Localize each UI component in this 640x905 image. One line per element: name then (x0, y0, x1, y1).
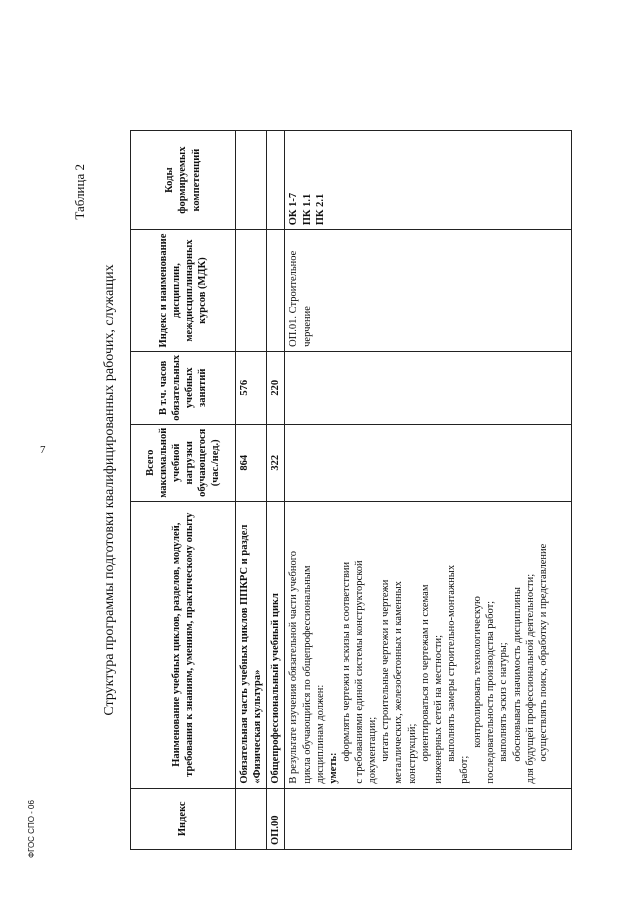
row1-codes (236, 131, 267, 230)
row2-incl: 220 (267, 351, 285, 424)
requirement-line: последовательность производства работ; (485, 600, 497, 784)
header-discipline: Индекс и наименование дисциплин, междисциплинарных курсов (МДК) (131, 230, 236, 352)
requirement-line: с требованиями единой системы конструкторской (354, 560, 365, 784)
row1-total: 864 (236, 424, 267, 501)
row3-total (285, 424, 572, 501)
requirement-line: В результате изучения обязательной части учебного (288, 550, 300, 784)
rotated-page-content (72, 130, 577, 850)
row3-requirements (285, 501, 572, 788)
footer-code: ФГОС СПО - 06 (27, 800, 36, 858)
row3-incl (285, 351, 572, 424)
requirement-line: обосновывать значимость дисциплины (511, 587, 523, 762)
competence-code: ПК 1.1 (301, 193, 313, 226)
row2-discipline (267, 230, 285, 352)
requirement-line: осуществлять поиск, обработку и представление (537, 543, 549, 762)
requirement-line: выполнять эскиз с натуры; (498, 642, 510, 762)
table-header-row (131, 131, 236, 850)
requirement-line: контролировать технологическую (472, 596, 484, 748)
row3-codes (285, 131, 572, 230)
requirement-line: читать строительные чертежи и чертежи (380, 579, 392, 762)
table-row (267, 131, 285, 850)
competence-code: ПК 2.1 (314, 193, 326, 226)
row1-incl: 576 (236, 351, 267, 424)
row1-discipline (236, 230, 267, 352)
requirement-line: работ; (459, 755, 470, 784)
row3-index (285, 788, 572, 849)
header-name: Наименование учебных циклов, разделов, модулей, требования к знаниям, умениям, практическому опыту (131, 501, 236, 788)
header-index: Индекс (131, 788, 236, 849)
structure-table (130, 130, 572, 850)
requirement-line: дисциплинам должен: (314, 684, 326, 784)
requirement-line: уметь: (327, 752, 339, 784)
requirement-line: ориентироваться по чертежам и схемам (419, 584, 431, 762)
row1-name: Обязательная часть учебных циклов ППКРС и раздел «Физическая культура» (236, 501, 267, 788)
header-codes: Коды формируемых компетенций (131, 131, 236, 230)
page-number: 7 (40, 444, 46, 456)
requirement-line: металлических, железобетонных и каменных (393, 581, 405, 784)
requirement-line: цикла обучающийся по общепрофессиональным (301, 565, 313, 784)
row2-total: 322 (267, 424, 285, 501)
header-incl: В т.ч. часов обязательных учебных занятий (131, 351, 236, 424)
row1-index (236, 788, 267, 849)
row2-codes (267, 131, 285, 230)
requirement-line: оформлять чертежи и эскизы в соответствии (340, 561, 352, 762)
requirement-line: выполнять замеры строительно-монтажных (445, 564, 457, 762)
requirement-line: для будущей профессиональной деятельности; (524, 573, 536, 784)
table-row (285, 131, 572, 850)
header-total: Всего максимальной учебной нагрузки обучающегося (час./нед.) (131, 424, 236, 501)
table-label: Таблица 2 (72, 164, 87, 220)
document-title: Структура программы подготовки квалифицированных рабочих, служащих (102, 264, 117, 716)
table-row (236, 131, 267, 850)
requirement-line: инженерных сетей на местности; (432, 634, 444, 784)
row3-discipline: ОП.01. Строительное черчение (285, 230, 572, 352)
requirement-line: документации; (367, 716, 379, 784)
row2-index: ОП.00 (267, 788, 285, 849)
competence-code: ОК 1-7 (288, 192, 300, 226)
row2-name: Общепрофессиональный учебный цикл (267, 501, 285, 788)
requirement-line: конструкций; (406, 723, 418, 784)
